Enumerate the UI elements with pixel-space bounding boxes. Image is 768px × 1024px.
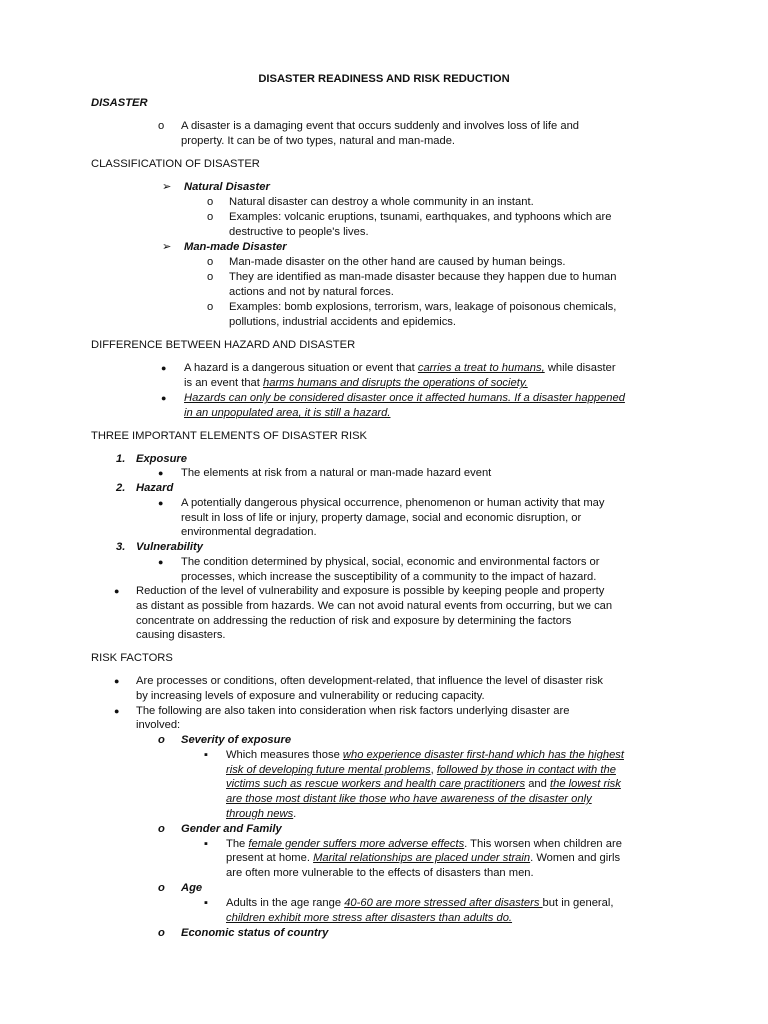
hazard-label: Hazard (136, 482, 174, 494)
list-item: They are identified as man-made disaster because they happen due to human (229, 271, 617, 283)
section-heading-classification: CLASSIFICATION OF DISASTER (91, 158, 260, 170)
list-item: Hazards can only be considered disaster once it affected humans. If a disaster happened (184, 392, 625, 404)
exposure-label: Exposure (136, 453, 187, 465)
circle-bullet-icon: o (207, 211, 214, 223)
list-item: Are processes or conditions, often development-related, that influence the level of disaster risk (136, 675, 604, 687)
section-heading-elements: THREE IMPORTANT ELEMENTS OF DISASTER RISK (91, 430, 367, 442)
circle-bullet-icon: o (207, 196, 214, 208)
manmade-disaster-label: Man-made Disaster (184, 241, 287, 253)
circle-bullet-icon: o (158, 927, 165, 939)
list-item: processes, which increase the susceptibility of a community to the impact of hazard. (181, 571, 597, 583)
list-item: environmental degradation. (181, 526, 317, 538)
circle-bullet-icon: o (207, 271, 214, 283)
list-item: result in loss of life or injury, property damage, social and economic disruption, or (181, 512, 582, 524)
list-item: is an event that harms humans and disrupts the operations of society. (184, 377, 528, 389)
circle-bullet-icon: o (158, 882, 165, 894)
list-item: concentrate on addressing the reduction of risk and exposure by determining the factors (136, 615, 572, 627)
list-item: Natural disaster can destroy a whole community in an instant. (229, 196, 534, 208)
bullet-icon: ● (114, 706, 120, 716)
list-item: Adults in the age range 40-60 are more stressed after disasters but in general, (226, 897, 614, 909)
section-heading-disaster: DISASTER (91, 97, 148, 109)
list-item: involved: (136, 719, 181, 731)
disaster-definition: property. It can be of two types, natural and man-made. (181, 135, 456, 147)
economic-status-label: Economic status of country (181, 927, 329, 939)
list-item: Examples: volcanic eruptions, tsunami, earthquakes, and typhoons which are (229, 211, 612, 223)
list-item: Man-made disaster on the other hand are caused by human beings. (229, 256, 566, 268)
list-item: through news. (226, 808, 297, 820)
natural-disaster-label: Natural Disaster (184, 181, 270, 193)
list-item: The female gender suffers more adverse effects. This worsen when children are (226, 838, 622, 850)
list-item: risk of developing future mental problems, followed by those in contact with the (226, 764, 616, 776)
list-item: pollutions, industrial accidents and epidemics. (229, 316, 456, 328)
circle-bullet-icon: o (158, 734, 165, 746)
list-item: The following are also taken into consideration when risk factors underlying disaster are (136, 705, 570, 717)
bullet-icon: ● (158, 557, 164, 567)
gender-family-label: Gender and Family (181, 823, 282, 835)
disaster-definition: A disaster is a damaging event that occurs suddenly and involves loss of life and (181, 120, 580, 132)
list-item: are often more vulnerable to the effects of disasters than men. (226, 867, 534, 879)
list-item: as distant as possible from hazards. We can not avoid natural events from occurring, but we can (136, 600, 613, 612)
list-item: Reduction of the level of vulnerability and exposure is possible by keeping people and property (136, 585, 605, 597)
bullet-icon: ● (114, 586, 120, 596)
arrow-bullet-icon: ➢ (162, 241, 172, 253)
list-item: causing disasters. (136, 629, 226, 641)
list-item: Examples: bomb explosions, terrorism, wars, leakage of poisonous chemicals, (229, 301, 617, 313)
list-item: destructive to people's lives. (229, 226, 369, 238)
circle-bullet-icon: o (207, 301, 214, 313)
list-item: A hazard is a dangerous situation or event that carries a treat to humans, while disaster (184, 362, 616, 374)
circle-bullet-icon: o (158, 120, 165, 132)
list-item: A potentially dangerous physical occurrence, phenomenon or human activity that may (181, 497, 605, 509)
arrow-bullet-icon: ➢ (162, 181, 172, 193)
list-item: by increasing levels of exposure and vulnerability or reducing capacity. (136, 690, 485, 702)
list-item: The condition determined by physical, social, economic and environmental factors or (181, 556, 600, 568)
square-bullet-icon: ▪ (204, 749, 208, 761)
list-item: children exhibit more stress after disasters than adults do. (226, 912, 513, 924)
age-label: Age (181, 882, 203, 894)
bullet-icon: ● (161, 393, 167, 403)
list-item: victims such as rescue workers and health care practitioners and the lowest risk (226, 778, 621, 790)
circle-bullet-icon: o (207, 256, 214, 268)
square-bullet-icon: ▪ (204, 897, 208, 909)
list-number: 3. (116, 541, 126, 553)
bullet-icon: ● (114, 676, 120, 686)
bullet-icon: ● (161, 363, 167, 373)
list-number: 1. (116, 453, 126, 465)
list-number: 2. (116, 482, 126, 494)
list-item: Which measures those who experience disaster first-hand which has the highest (226, 749, 624, 761)
severity-label: Severity of exposure (181, 734, 292, 746)
bullet-icon: ● (158, 468, 164, 478)
bullet-icon: ● (158, 498, 164, 508)
list-item: actions and not by natural forces. (229, 286, 394, 298)
section-heading-risk-factors: RISK FACTORS (91, 652, 173, 664)
list-item: The elements at risk from a natural or man-made hazard event (181, 467, 492, 479)
document-title: DISASTER READINESS AND RISK REDUCTION (258, 73, 510, 85)
list-item: are those most distant like those who have awareness of the disaster only (226, 793, 592, 805)
section-heading-difference: DIFFERENCE BETWEEN HAZARD AND DISASTER (91, 339, 356, 351)
list-item: present at home. Marital relationships are placed under strain. Women and girls (226, 852, 621, 864)
circle-bullet-icon: o (158, 823, 165, 835)
vulnerability-label: Vulnerability (136, 541, 203, 553)
square-bullet-icon: ▪ (204, 838, 208, 850)
list-item: in an unpopulated area, it is still a hazard. (184, 407, 391, 419)
